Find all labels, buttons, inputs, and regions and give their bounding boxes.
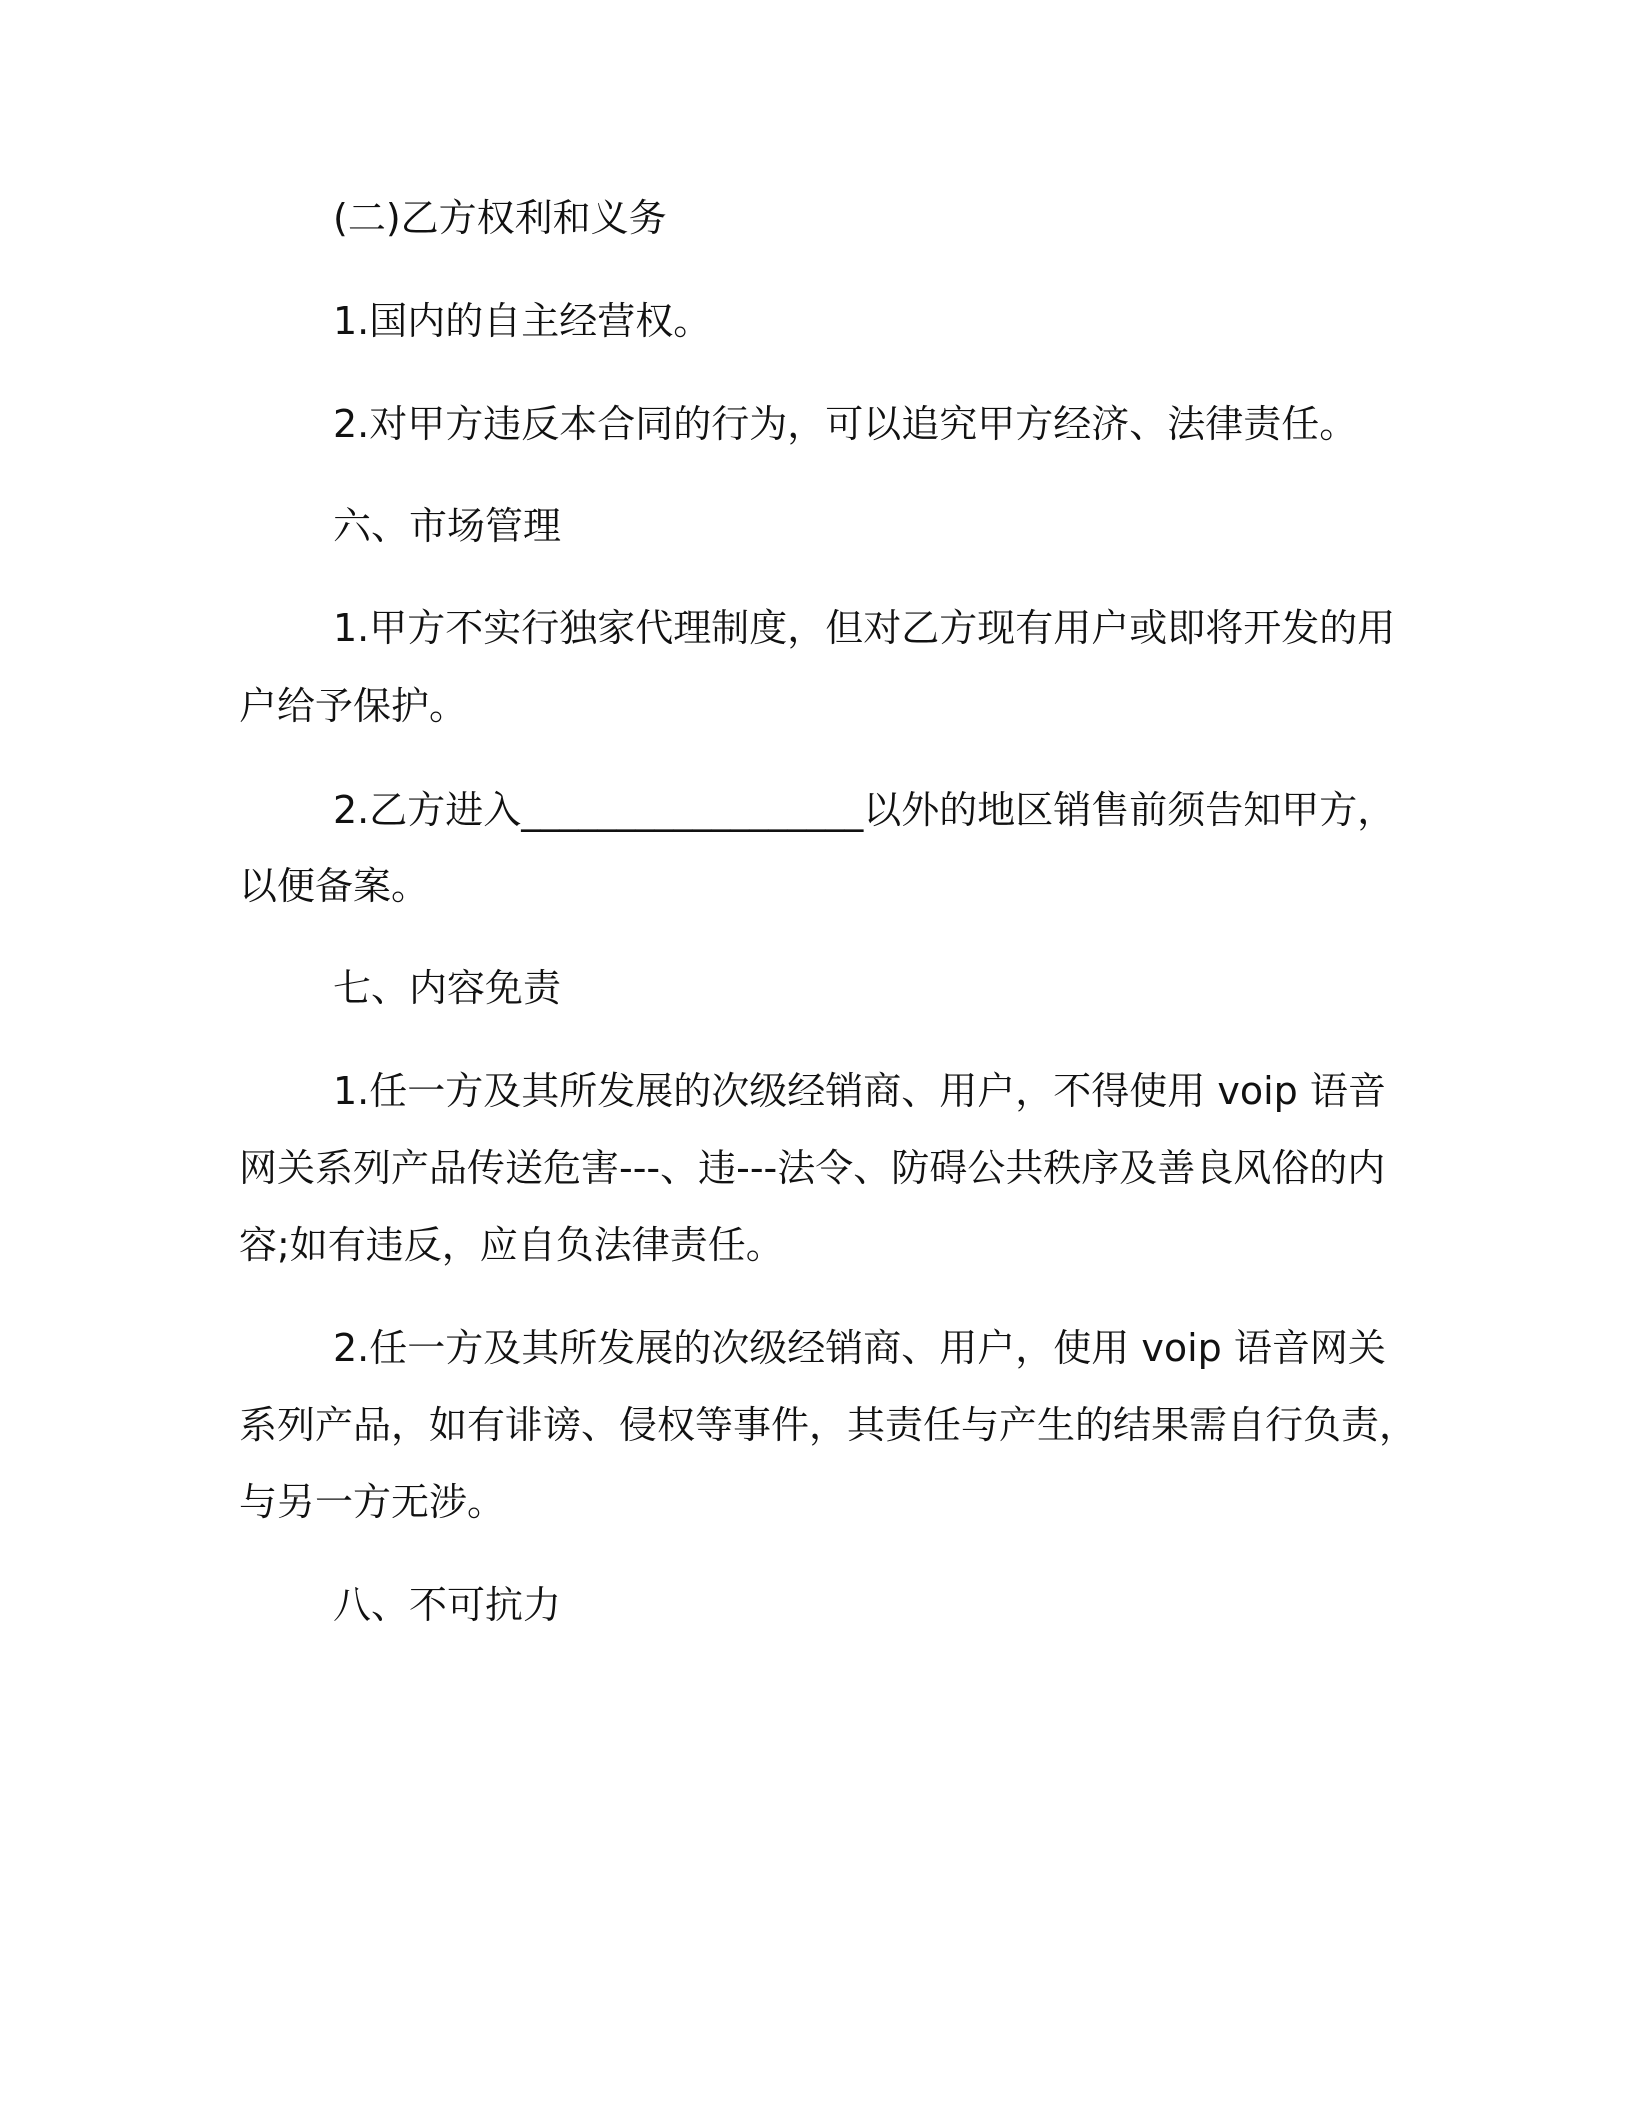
paragraph-line: 以便备案。: [239, 864, 430, 908]
paragraph-line: 容;如有违反，应自负法律责任。: [239, 1223, 784, 1267]
paragraph-line: 1.任一方及其所发展的次级经销商、用户，不得使用 voip 语音: [333, 1069, 1386, 1113]
paragraph-line: 网关系列产品传送危害---、违---法令、防碍公共秩序及善良风俗的内: [239, 1146, 1386, 1190]
paragraph-line: 户给予保护。: [239, 684, 468, 728]
paragraph-line: 与另一方无涉。: [239, 1480, 506, 1524]
paragraph-line: 1.甲方不实行独家代理制度，但对乙方现有用户或即将开发的用: [333, 606, 1396, 650]
section-heading: 七、内容免责: [333, 966, 562, 1010]
paragraph-line: 系列产品，如有诽谤、侵权等事件，其责任与产生的结果需自行负责，: [239, 1403, 1418, 1447]
section-heading: (二)乙方权利和义务: [333, 196, 667, 240]
paragraph-line: 2.任一方及其所发展的次级经销商、用户，使用 voip 语音网关: [333, 1326, 1386, 1370]
paragraph-line: 2.乙方进入__________________以外的地区销售前须告知甲方，: [333, 788, 1396, 832]
paragraph-line: 2.对甲方违反本合同的行为，可以追究甲方经济、法律责任。: [333, 402, 1358, 446]
section-heading: 六、市场管理: [333, 504, 562, 548]
paragraph-line: 1.国内的自主经营权。: [333, 299, 712, 343]
section-heading: 八、不可抗力: [333, 1583, 562, 1627]
